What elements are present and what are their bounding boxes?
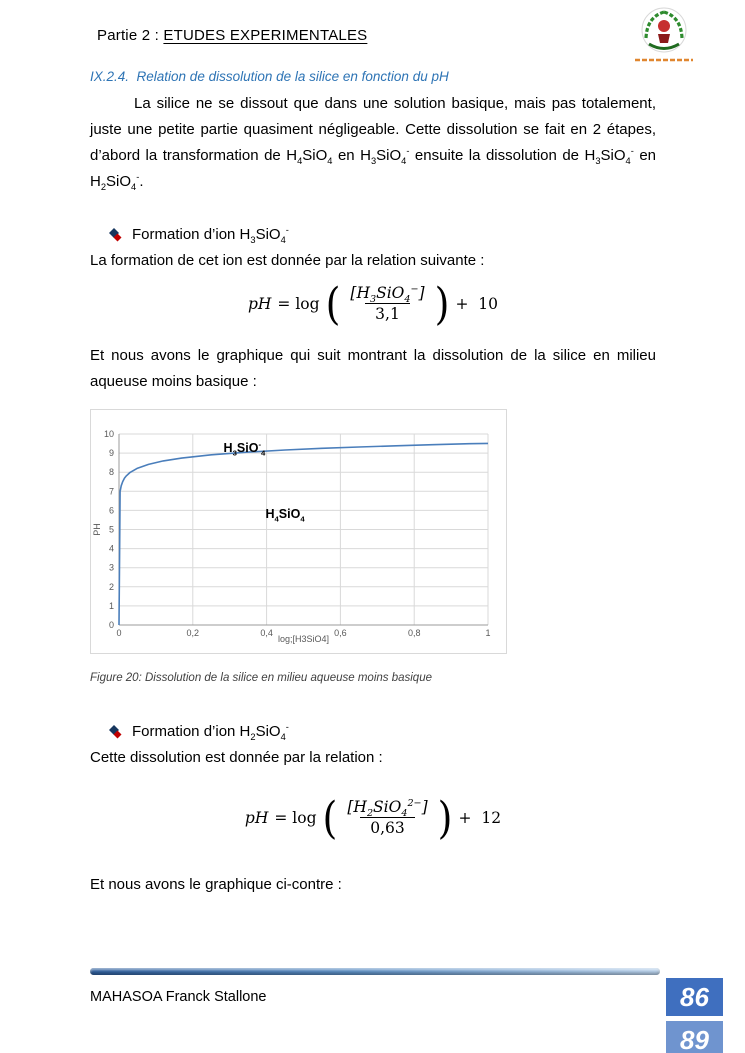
chart-annotation: $H_4SiO_4$ [265,507,305,524]
formula-h3sio4 [90,278,656,329]
chart-annotation: $H_3SiO^-_4$ [223,440,266,458]
y-tick-label: 7 [108,486,114,497]
formula-tail: + 10 [455,294,499,313]
formula-tail: + 12 [458,808,502,827]
y-tick-label: 9 [108,448,114,459]
open-paren: ( [322,792,338,843]
formula-h3sio4-math [247,278,499,329]
bullet-label-h2sio4: Formation d’ion $H_2SiO_4^-$ [132,722,289,742]
formula-h2sio4-math [244,792,502,843]
x-tick-label: 0,6 [334,628,347,638]
y-axis-title: PH [92,523,102,536]
relation1-text: La formation de cet ion est donnée par la relation suivante : [90,252,485,269]
formula-lhs: pH [244,808,269,827]
graph2-text: Et nous avons le graphique ci-contre : [90,876,342,893]
close-paren: ) [434,278,450,329]
formula-h2sio4 [90,792,656,843]
bullet-icon [108,228,122,242]
graph1-text: Et nous avons le graphique qui suit montrant la dissolution de la silice en milieu aqueuse moins basique : [90,347,656,390]
figure-20-chart [90,409,507,654]
y-tick-label: 8 [108,467,114,478]
page-number-badge: 86 [666,978,723,1016]
x-axis-title: log;[H3SiO4] [277,634,330,644]
formula-lhs: pH [247,294,272,313]
formula-operator: = log [277,294,320,313]
y-tick-label: 0 [108,620,114,630]
y-tick-label: 6 [108,505,114,516]
y-tick-label: 3 [108,562,114,573]
bullet-item-h2sio4 [108,723,289,740]
chart-plot-area [91,410,506,658]
header-prefix: Partie 2 : [97,27,164,44]
formula-fraction [347,284,427,323]
y-tick-label: 10 [103,429,114,439]
y-tick-label: 4 [108,543,114,554]
y-tick-label: 2 [108,581,114,592]
institution-logo-emblem [618,5,706,65]
footer-author: MAHASOA Franck Stallone [90,989,267,1005]
x-tick-label: 0,4 [260,628,273,638]
bullet-icon [108,725,122,739]
x-tick-label: 1 [485,628,491,638]
formula-denominator: 3,1 [365,303,410,323]
y-tick-label: 5 [108,524,114,535]
bullet-label-h3sio4: Formation d’ion $H_3SiO_4^-$ [132,225,289,245]
formula-numerator: $[H_3SiO_4^-]$ [350,283,425,306]
formula-fraction [344,798,430,837]
figure-caption: Figure 20: Dissolution de la silice en milieu aqueuse moins basique [90,672,432,684]
x-tick-label: 0,2 [186,628,200,638]
page-header [97,27,367,44]
footer-divider-bar [90,968,660,975]
page-number-badge-partial: 89 [666,1021,723,1053]
relation2-text: Cette dissolution est donnée par la relation : [90,749,383,766]
institution-logo [618,5,706,65]
header-title: ETUDES EXPERIMENTALES [163,27,368,44]
intro-paragraph: La silice ne se dissout que dans une solution basique, mais pas totalement, juste une petite partie quasiment négligeable. Cette dissolution se fait en 2 étapes, d’abord la transformation de $H_4SiO_4$ en $H_3SiO_4^-$ ensuite la dissolution de $H_3SiO_4^-$ en $H_2SiO_4^-$. [90,95,657,192]
section-heading: IX.2.4. Relation de dissolution de la silice en fonction du pH [90,69,449,84]
y-tick-label: 1 [108,600,114,611]
bullet-item-h3sio4 [108,226,289,243]
formula-numerator: $[H_2SiO_4^{2-}]$ [347,797,428,820]
x-tick-label: 0,8 [407,628,421,638]
formula-operator: = log [274,808,317,827]
open-paren: ( [325,278,341,329]
series-line [119,440,488,625]
formula-denominator: 0,63 [360,817,415,837]
close-paren: ) [437,792,453,843]
x-tick-label: 0 [116,628,122,638]
